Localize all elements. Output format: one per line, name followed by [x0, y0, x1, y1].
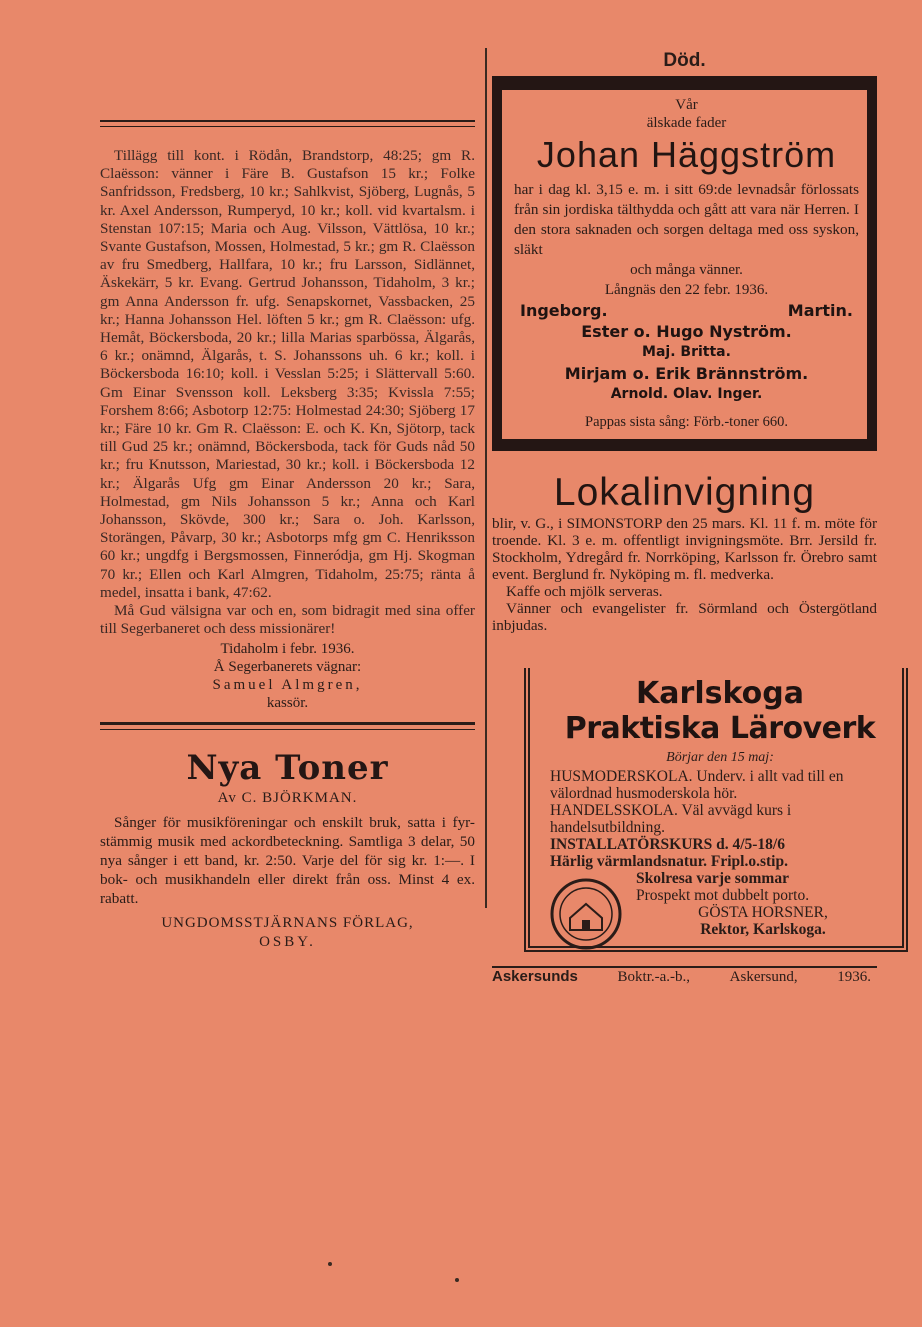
nya-toner-body: Sånger för musikföreningar och enskilt bruk, satta i fyr-stämmig musik med ackordbeteckning. Samtliga 3 delar, 50 nya sånger i ett band, kr. 2:50. Varje del för sig kr. 1:—. I bok- och musikhandeln eller direkt från oss. Minst 4 ex. rabatt. [100, 814, 475, 908]
left-column [100, 120, 475, 952]
karlskoga-subtitle: Praktiska Läroverk [564, 711, 876, 746]
signoff [100, 640, 475, 712]
obit-line1: Vår [675, 97, 698, 113]
karlskoga-sig2: Rektor, Karlskoga. [700, 921, 826, 938]
obit-line2: älskade fader [646, 115, 727, 131]
speck [328, 1262, 332, 1266]
section-rule [100, 722, 475, 725]
signoff-title: kassör. [266, 695, 309, 712]
karlskoga-line6: Prospekt mot dubbelt porto. [636, 887, 810, 904]
karlskoga-ad [524, 668, 908, 952]
obit-text: har i dag kl. 3,15 e. m. i sitt 69:de levnadsår förlossats från sin jordiska tälthydda och gått att vara när Herren. I den stora saknaden och sorgen deltaga med oss syskon, släkt [514, 181, 859, 258]
nya-toner-title: Nya Toner [186, 748, 389, 789]
karlskoga-line4: Härlig värmlandsnatur. Fripl.o.stip. [550, 853, 788, 870]
karlskoga-body [550, 768, 890, 938]
obit-text-end: och många vänner. [630, 262, 743, 278]
family-row: Mirjam o. Erik Brännström. [564, 364, 809, 383]
printer-city: Askersund, [729, 969, 798, 985]
karlskoga-line2: HANDELSSKOLA. Väl avvägd kurs i handelsutbildning. [550, 802, 792, 836]
top-rule [100, 120, 475, 122]
family-name: Ingeborg. [520, 301, 608, 320]
karlskoga-date: Börjar den 15 maj: [666, 750, 774, 765]
lokal-p2: Kaffe och mjölk serveras. [506, 583, 663, 600]
signoff-place-date: Tidaholm i febr. 1936. [220, 641, 355, 658]
right-column [492, 48, 877, 986]
family-name: Martin. [787, 301, 853, 320]
printer-footer [492, 968, 877, 986]
lokal-p3: Vänner och evangelister fr. Sörmland och Östergötland inbjudas. [492, 600, 877, 634]
karlskoga-sig1: GÖSTA HORSNER, [698, 904, 828, 921]
obit-place-date: Långnäs den 22 febr. 1936. [604, 282, 769, 298]
nya-toner-author: Av C. BJÖRKMAN. [217, 790, 358, 807]
printer-company: Boktr.-a.-b., [617, 969, 691, 985]
printer-year: 1936. [837, 969, 871, 985]
obit-footer: Pappas sista sång: Förb.-toner 660. [585, 414, 788, 430]
gifts-text: Tillägg till kont. i Rödån, Brandstorp, 48:25; gm R. Claësson: vänner i Färe B. Gustafson 15 kr.; Folke Sanfridsson, Fredsberg, 10 kr.; Sahlkvist, Sjöberg, Lugnås, 5 kr. Axel Andersson, Rumperyd, 10 kr.; koll. vid kvartalsm. i Stenstan 107:15; Maria och Aug. Vilsson, Vättlösa, 10 kr.; Svante Gustafson, Mossen, Holmestad, 5 kr.; gm R. Claësson av fru Smedberg, Hallfara, 10 kr.; fru Larsson, Sidlännet, Äskekärr, 5 kr. Evang. Gertrud Johansson, Tidaholm, 3 kr.; gm Anna Andersson fr. ufg. Senapskornet, Vassbacken, 25 kr.; Hanna Johansson Hel. löften 5 kr.; gm R. Claësson: ufg. Hemåt, Böckersboda, 20 kr.; lilla Marias sparbössa, Älgarås, 6 kr.; onämnd, Älgarås, t. S. Johanssons uh. 6 kr.; koll. i Böckersboda 16:10; koll. i Vesslan 5:25; i Slättervall 5:60. Gm Einar Svensson koll. Leksberg 3:35; Kvissla 7:55; Forshem 8:66; Asbotorp 12:75: Holmestad 24:30; Sjöberg 17 kr.; Färe 10 kr. Gm R. Claësson: E. och K. Kn, Sjötorp, tack till Gud 25 kr.; onämnd, Böckersboda, tack för Guds nåd 50 kr.; fru Knutsson, Mariestad, 30 kr.; koll. i Böckersboda 12 kr.; Älgarås Ufg gm Einar Andersson 20 kr.; Sara, Holmestad, gm Nils Johansson 5 kr.; Anna och Karl Johansson, Skövde, 300 kr.; Sara o. Joh. Karlsson, Storängen, Påvarp, 30 kr.; Asbotorps mfg gm C. Henriksson 60 kr.; ungdfg i Bergsmossen, Finneródja, gm Hj. Skogman 70 kr.; Ellen och Karl Almgren, Tidaholm, 25:75; ränta å medel, insatta i bank, 47:62. [100, 147, 475, 601]
karlskoga-line3: INSTALLATÖRSKURS d. 4/5-18/6 [550, 836, 785, 853]
family-row: Ester o. Hugo Nyström. [581, 322, 792, 341]
school-emblem-icon [544, 872, 628, 956]
karlskoga-title: Karlskoga [636, 676, 804, 711]
lokal-p1: blir, v. G., i SIMONSTORP den 25 mars. Kl. 11 f. m. möte för troende. Kl. 3 e. m. offentligt invigningsmöte. Brr. Jersild fr. Stockholm, Ydregård fr. Norrköping, Karlsson fr. Örebro samt event. Berglund fr. Nyköping m. fl. medverka. [492, 515, 877, 583]
family-row [514, 300, 859, 321]
publisher-line-2: OSBY. [259, 934, 316, 951]
obituary-box [492, 76, 877, 451]
family-row: Arnold. Olav. Inger. [610, 386, 763, 402]
signoff-signer: Samuel Almgren, [212, 677, 363, 694]
signoff-on-behalf: Å Segerbanerets vägnar: [213, 659, 362, 676]
top-rule-thin [100, 126, 475, 127]
blessing-text: Må Gud välsigna var och en, som bidragit med sina offer till Segerbaneret och dess missionärer! [100, 602, 475, 638]
printer-name: Askersunds [492, 968, 578, 985]
column-divider [485, 48, 487, 908]
obit-name: Johan Häggström [536, 134, 837, 175]
lokalinvigning-title: Lokalinvigning [553, 471, 816, 514]
publisher-line-1: UNGDOMSSTJÄRNANS FÖRLAG, [161, 915, 414, 932]
family-row: Maj. Britta. [642, 344, 731, 360]
obit-family [514, 300, 859, 405]
dod-heading: Död. [663, 50, 706, 71]
nya-toner-publisher [100, 914, 475, 952]
lokalinvigning-body [492, 515, 877, 634]
speck [455, 1278, 459, 1282]
karlskoga-line5: Skolresa varje sommar [636, 870, 789, 887]
gifts-report [100, 147, 475, 638]
karlskoga-line1: HUSMODERSKOLA. Underv. i allt vad till en välordnad husmoderskola hör. [550, 768, 844, 802]
section-rule-thin [100, 729, 475, 730]
